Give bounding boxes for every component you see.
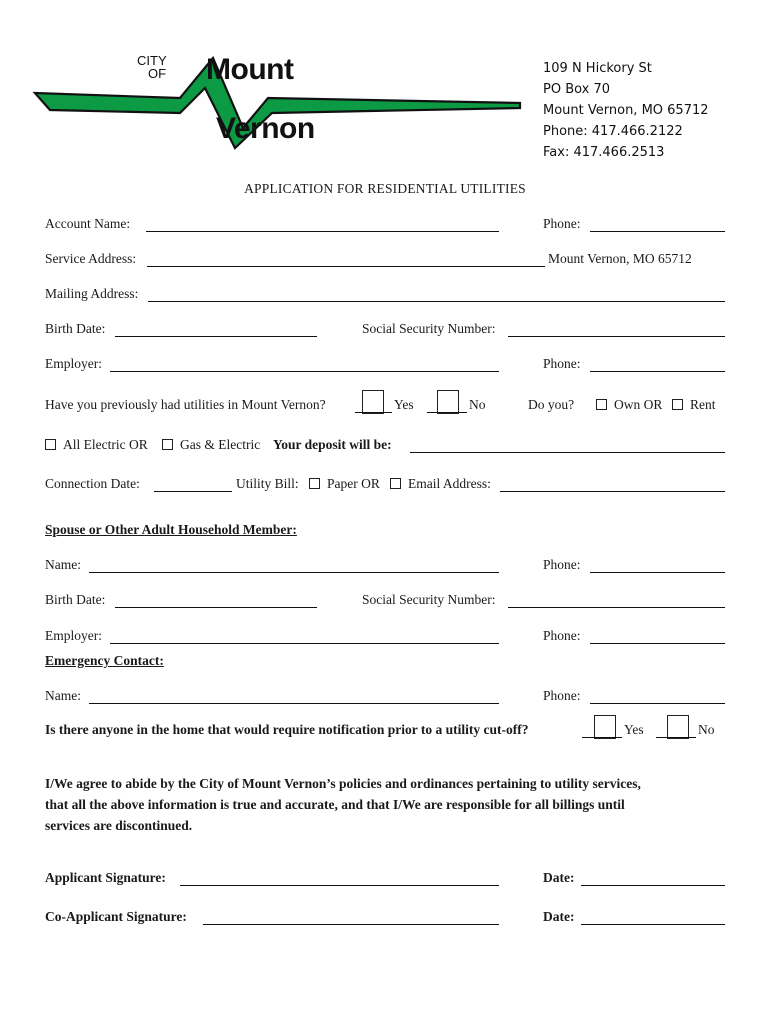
- email-checkbox[interactable]: [390, 478, 401, 489]
- co-applicant-signature-field[interactable]: [203, 924, 499, 925]
- service-city-text: Mount Vernon, MO 65712: [548, 251, 692, 266]
- account-phone-label: Phone:: [543, 216, 581, 231]
- spouse-employer-phone-field[interactable]: [590, 643, 725, 644]
- spouse-birth-date-field[interactable]: [115, 607, 317, 608]
- notification-question: Is there anyone in the home that would require notification prior to a utility cut-off?: [45, 722, 529, 737]
- service-address-field[interactable]: [147, 266, 545, 267]
- co-applicant-signature-label: Co-Applicant Signature:: [45, 909, 187, 924]
- agreement-line-3: services are discontinued.: [45, 818, 193, 833]
- spouse-phone-label: Phone:: [543, 557, 581, 572]
- paper-option: [309, 476, 380, 492]
- agreement-line-1: I/We agree to abide by the City of Mount Vernon’s policies and ordinances pertaining to utility services,: [45, 776, 641, 791]
- rent-checkbox[interactable]: [672, 399, 683, 410]
- spouse-name-field[interactable]: [89, 572, 499, 573]
- form-title: APPLICATION FOR RESIDENTIAL UTILITIES: [244, 181, 526, 196]
- gas-electric-option: [162, 437, 260, 453]
- prev-utilities-yes-box[interactable]: [362, 390, 384, 414]
- spouse-section-heading: Spouse or Other Adult Household Member:: [45, 522, 297, 537]
- own-option: [596, 397, 662, 413]
- employer-phone-label: Phone:: [543, 356, 581, 371]
- gas-electric-checkbox[interactable]: [162, 439, 173, 450]
- address-street: 109 N Hickory St: [543, 61, 652, 76]
- mailing-address-field[interactable]: [148, 301, 725, 302]
- emergency-phone-field[interactable]: [590, 703, 725, 704]
- account-phone-field[interactable]: [590, 231, 725, 232]
- applicant-date-label: Date:: [543, 870, 575, 885]
- agreement-line-2: that all the above information is true and accurate, and that I/We are responsible for all billings until: [45, 797, 625, 812]
- spouse-birth-date-label: Birth Date:: [45, 592, 106, 607]
- spouse-ssn-field[interactable]: [508, 607, 725, 608]
- notification-yes-line: [582, 737, 622, 738]
- spouse-employer-label: Employer:: [45, 628, 102, 643]
- co-applicant-date-label: Date:: [543, 909, 575, 924]
- email-address-field[interactable]: [500, 491, 725, 492]
- all-electric-checkbox[interactable]: [45, 439, 56, 450]
- spouse-employer-field[interactable]: [110, 643, 499, 644]
- own-label: Own OR: [614, 397, 663, 412]
- emergency-name-label: Name:: [45, 688, 81, 703]
- employer-field[interactable]: [110, 371, 499, 372]
- address-phone: Phone: 417.466.2122: [543, 124, 683, 139]
- spouse-ssn-label: Social Security Number:: [362, 592, 496, 607]
- agreement-paragraph: [45, 773, 735, 836]
- address-fax: Fax: 417.466.2513: [543, 145, 665, 160]
- spouse-phone-field[interactable]: [590, 572, 725, 573]
- ssn-label: Social Security Number:: [362, 321, 496, 336]
- gas-electric-label: Gas & Electric: [180, 437, 261, 452]
- deposit-field[interactable]: [410, 452, 725, 453]
- logo-mount-text: Mount: [206, 53, 294, 86]
- prev-utilities-no-line: [427, 412, 467, 413]
- account-name-label: Account Name:: [45, 216, 131, 231]
- ssn-field[interactable]: [508, 336, 725, 337]
- spouse-name-label: Name:: [45, 557, 81, 572]
- all-electric-option: [45, 437, 148, 453]
- connection-date-field[interactable]: [154, 491, 232, 492]
- notification-no-box[interactable]: [667, 715, 689, 739]
- deposit-label: Your deposit will be:: [273, 437, 392, 452]
- notification-yes-box[interactable]: [594, 715, 616, 739]
- applicant-date-field[interactable]: [581, 885, 725, 886]
- notification-no-label: No: [698, 722, 715, 737]
- account-name-field[interactable]: [146, 231, 499, 232]
- email-label: Email Address:: [408, 476, 491, 491]
- logo-city-text: CITY: [137, 53, 167, 68]
- prev-utilities-yes-line: [355, 412, 392, 413]
- emergency-section-heading: Emergency Contact:: [45, 653, 164, 668]
- prev-utilities-no-box[interactable]: [437, 390, 459, 414]
- email-option: [390, 476, 491, 492]
- rent-option: [672, 397, 716, 413]
- prev-utilities-question: Have you previously had utilities in Mount Vernon?: [45, 397, 326, 412]
- birth-date-field[interactable]: [115, 336, 317, 337]
- logo-vernon-text: Vernon: [216, 112, 315, 145]
- connection-date-label: Connection Date:: [45, 476, 140, 491]
- employer-phone-field[interactable]: [590, 371, 725, 372]
- address-po-box: PO Box 70: [543, 82, 611, 97]
- logo-of-text: OF: [148, 66, 167, 81]
- emergency-phone-label: Phone:: [543, 688, 581, 703]
- city-address-block: [543, 58, 709, 163]
- city-logo: [30, 48, 530, 163]
- notification-yes-label: Yes: [624, 722, 644, 737]
- do-you-label: Do you?: [528, 397, 575, 412]
- rent-label: Rent: [690, 397, 716, 412]
- applicant-signature-field[interactable]: [180, 885, 499, 886]
- service-address-label: Service Address:: [45, 251, 137, 266]
- prev-utilities-no-label: No: [469, 397, 486, 412]
- co-applicant-date-field[interactable]: [581, 924, 725, 925]
- paper-label: Paper OR: [327, 476, 380, 491]
- paper-checkbox[interactable]: [309, 478, 320, 489]
- birth-date-label: Birth Date:: [45, 321, 106, 336]
- prev-utilities-yes-label: Yes: [394, 397, 414, 412]
- mailing-address-label: Mailing Address:: [45, 286, 139, 301]
- emergency-name-field[interactable]: [89, 703, 499, 704]
- address-city-state: Mount Vernon, MO 65712: [543, 103, 709, 118]
- employer-label: Employer:: [45, 356, 102, 371]
- all-electric-label: All Electric OR: [63, 437, 148, 452]
- applicant-signature-label: Applicant Signature:: [45, 870, 166, 885]
- utility-bill-label: Utility Bill:: [236, 476, 299, 491]
- own-checkbox[interactable]: [596, 399, 607, 410]
- spouse-employer-phone-label: Phone:: [543, 628, 581, 643]
- notification-no-line: [656, 737, 696, 738]
